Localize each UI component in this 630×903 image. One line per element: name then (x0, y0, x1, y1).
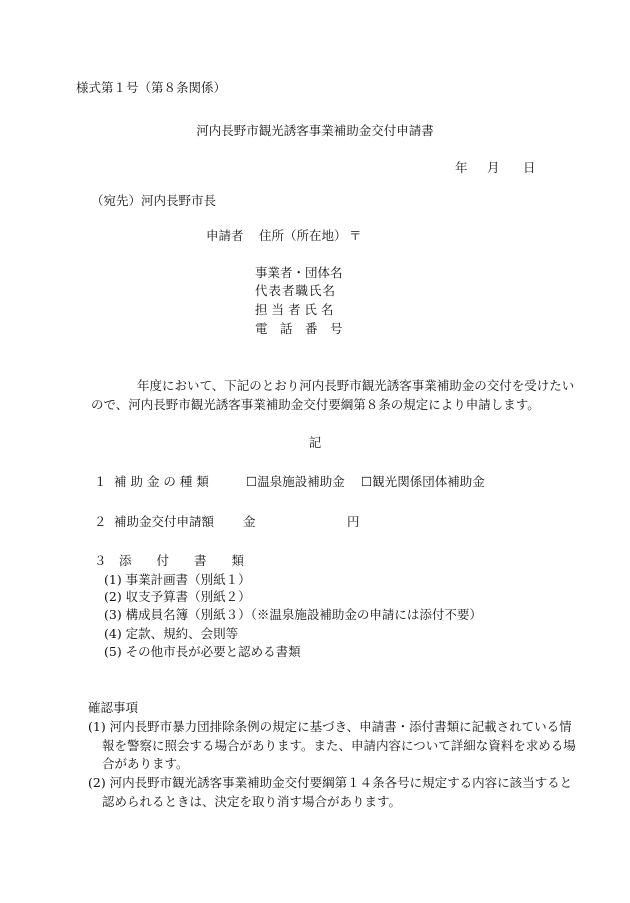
item2-label: 補助金交付申請額 (114, 514, 215, 529)
attachment-item: (1) 事業計画書（別紙１） (104, 572, 251, 587)
postal-mark: 〒 (349, 228, 362, 243)
ki-heading: 記 (308, 435, 322, 450)
confirm-line: (1) 河内長野市暴力団排除条例の規定に基づき、申請書・添付書類に記載されている情 (88, 719, 572, 734)
attachment-item: (4) 定款、規約、会則等 (104, 626, 239, 641)
item1-number: １ (94, 474, 107, 489)
date-year: 年 (455, 160, 468, 175)
confirm-line: 合があります。 (102, 756, 189, 771)
checkbox-icon[interactable]: ☐ (246, 474, 258, 489)
contact-person-label: 担 当 者 氏 名 (255, 302, 334, 317)
form-number: 様式第１号（第８条関係） (76, 80, 227, 95)
confirm-line: (2) 河内長野市観光誘客事業補助金交付要綱第１４条各号に規定する内容に該当すると (88, 775, 573, 790)
confirm-line: 認められるときは、決定を取り消す場合があります。 (102, 794, 402, 809)
body-line-1: 年度において、下記のとおり河内長野市観光誘客事業補助金の交付を受けたい (137, 378, 575, 393)
body-line-2: ので、河内長野市観光誘客事業補助金交付要綱第８条の規定により申請します。 (91, 397, 540, 412)
date-day: 日 (523, 160, 536, 175)
address-label: 住所（所在地） (259, 228, 347, 243)
attachments-header: ３ 添 付 書 類 (94, 553, 245, 568)
item1-label: 補 助 金 の 種 類 (114, 474, 209, 489)
amount-kin: 金 (243, 514, 256, 529)
date-month: 月 (487, 160, 500, 175)
addressee: （宛先）河内長野市長 (91, 193, 217, 208)
amount-yen: 円 (347, 514, 360, 529)
attachment-item: (2) 収支予算書（別紙２） (104, 589, 251, 604)
document-title: 河内長野市観光誘客事業補助金交付申請書 (196, 123, 434, 138)
phone-label: 電 話 番 号 (255, 321, 343, 336)
attachment-item: (5) その他市長が必要と認める書類 (104, 644, 301, 659)
confirm-line: 報を警察に照会する場合があります。また、申請内容について詳細な資料を求める場 (102, 738, 576, 753)
attachment-item: (3) 構成員名簿（別紙３）（※温泉施設補助金の申請には添付不要） (104, 607, 482, 622)
applicant-label: 申請者 (206, 228, 244, 243)
tourism-group-subsidy-option[interactable]: ☐観光関係団体補助金 (361, 474, 485, 489)
company-label: 事業者・団体名 (255, 265, 343, 280)
hot-spring-subsidy-option[interactable]: ☐温泉施設補助金 (246, 474, 345, 489)
checkbox-icon[interactable]: ☐ (361, 474, 373, 489)
representative-label: 代表者職氏名 (255, 283, 337, 298)
item2-number: ２ (94, 514, 107, 529)
confirm-heading: 確認事項 (88, 700, 139, 715)
